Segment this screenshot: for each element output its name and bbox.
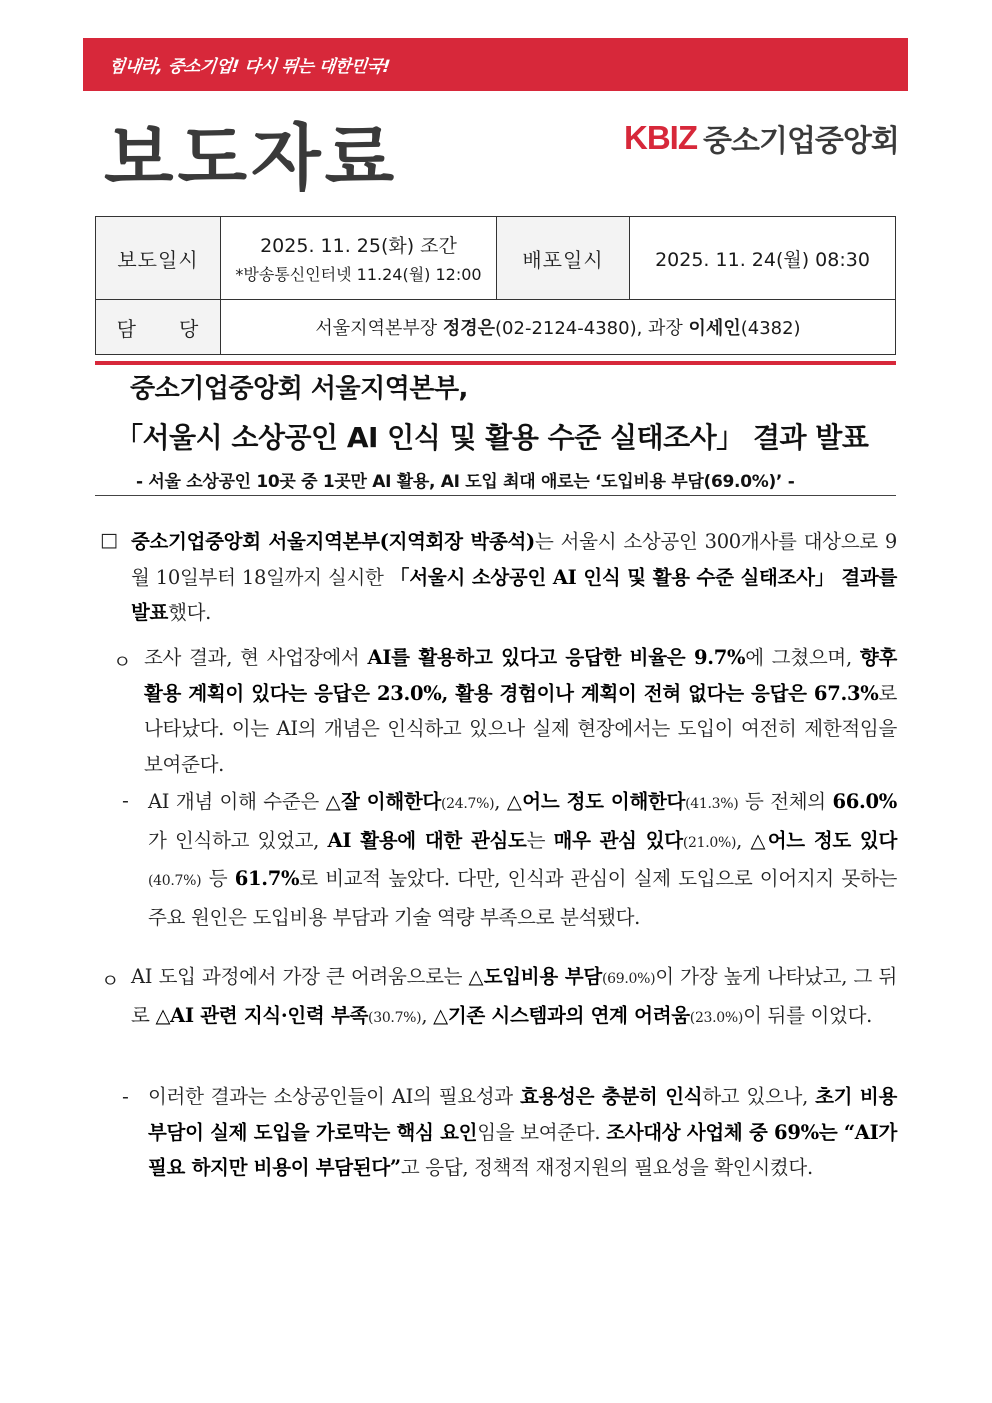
contact-role: 서울지역본부장: [315, 318, 438, 339]
headline-line-1: 중소기업중앙회 서울지역본부,: [130, 374, 468, 404]
release-date-cell: [221, 217, 497, 300]
p3-b: △잘 이해한다: [325, 790, 441, 813]
headline-line-2: 「서울시 소상공인 AI 인식 및 활용 수준 실태조사」 결과 발표: [115, 421, 869, 454]
p3-a: AI 개념 이해 수준은: [148, 790, 326, 813]
p3-r: 61.7%: [234, 867, 300, 890]
slogan-banner: [83, 38, 908, 91]
headline-divider: [95, 361, 896, 365]
p2-d: 향후 활용 계획이 있다는 응답은 23.0%, 활용 경험이나 계획이 전혀 없다는 응답은 67.3%: [144, 646, 897, 705]
p2-a: 조사 결과, 현 사업장에서: [144, 646, 368, 669]
p4-a: AI 도입 과정에서 가장 큰 어려움으로는: [131, 965, 469, 988]
p3-l: 매우 관심 있다: [553, 828, 683, 852]
p2-e: 로 나타났다. 이는 AI의 개념은 인식하고 있으나 실제 현장에서는 도입이 여전히 제한적임을 보여준다.: [144, 681, 897, 776]
logo-org-name: 중소기업중앙회: [703, 124, 899, 159]
kbiz-logo: [624, 118, 899, 158]
contact-name-2: 이세인: [688, 318, 741, 339]
p1-b: 는 서울시 소상공인 300개사를 대상으로 9월 10일부터 18일까지 실시한: [131, 530, 897, 589]
p3-o: △어느 정도 있다: [750, 828, 897, 852]
broadcast-note: *방송통신인터넷 11.24(월) 12:00: [235, 265, 482, 284]
p4-f: (30.7%): [368, 1009, 422, 1026]
p3-h: 66.0%: [832, 790, 898, 813]
p2-c: 에 그쳤으며,: [745, 646, 860, 669]
p4-g: ,: [421, 1003, 434, 1027]
headline-subtitle: - 서울 소상공인 10곳 중 1곳만 AI 활용, AI 도입 최대 애로는 ‘도입비용 부담(69.0%)’ -: [136, 472, 795, 492]
contact-name-1: 정경은: [442, 318, 496, 339]
p3-m: (21.0%): [682, 834, 737, 851]
square-bullet: □: [100, 529, 118, 551]
logo-mark: KBIZ: [624, 119, 697, 156]
p4-e: △AI 관련 지식·인력 부족: [155, 1003, 369, 1027]
contact-label: 담 당: [96, 300, 221, 355]
p4-d: 이 가장 높게 나타났고, 그 뒤로: [131, 965, 897, 1027]
p5-g: 고 응답, 정책적 재정지원의 필요성을 확인시켰다.: [400, 1156, 813, 1179]
p3-c: (24.7%): [440, 796, 495, 812]
p5-c: 하고 있으나,: [702, 1085, 816, 1108]
p3-p: (40.7%): [148, 873, 202, 889]
p3-f: (41.3%): [685, 796, 739, 812]
paragraph-1: [131, 524, 897, 631]
p1-c: 「서울시 소상공인 AI 인식 및 활용 수준 실태조사」 결과를 발표: [131, 565, 897, 624]
release-date-label: 보도일시: [96, 217, 221, 300]
p3-g: 등 전체의: [738, 790, 833, 813]
slogan-text: 힘내라, 중소기업! 다시 뛰는 대한민국!: [107, 57, 391, 77]
p3-d: ,: [494, 790, 507, 813]
p1-a: 중소기업중앙회 서울지역본부(지역회장 박종석): [131, 530, 535, 553]
circle-bullet-2: ㅇ: [101, 970, 120, 992]
p4-j: 이 뒤를 이었다.: [743, 1003, 873, 1027]
contact-phone-1: (02-2124-4380), 과장: [495, 318, 683, 339]
distribution-date: 2025. 11. 24(월) 08:30: [630, 217, 896, 300]
release-date: 2025. 11. 25(화) 조간: [260, 235, 457, 257]
contact-info: [221, 300, 896, 355]
paragraph-4: [131, 959, 897, 1036]
contact-phone-2: (4382): [740, 318, 801, 339]
p3-k: 는: [526, 828, 554, 852]
p4-h: △기존 시스템과의 연계 어려움: [433, 1003, 690, 1027]
release-info-table: [95, 216, 896, 355]
p5-f: 조사대상 사업체 중 69%는 “AI가 필요 하지만 비용이 부담된다”: [148, 1120, 897, 1179]
distribution-label: 배포일시: [497, 217, 630, 300]
p5-a: 이러한 결과는 소상공인들이 AI의 필요성과: [148, 1085, 520, 1108]
paragraph-2: [144, 640, 897, 782]
p1-d: 했다.: [168, 601, 212, 624]
p3-n: ,: [736, 828, 751, 852]
p3-q: 등: [201, 867, 235, 890]
p3-e: △어느 정도 이해한다: [506, 790, 686, 813]
p5-d: 초기 비용 부담이 실제 도입을 가로막는 핵심 요인: [148, 1085, 897, 1144]
p4-c: (69.0%): [601, 971, 656, 987]
dash-bullet-2: -: [122, 1086, 129, 1108]
p3-s: 로 비교적 높았다. 다만, 인식과 관심이 실제 도입으로 이어지지 못하는 주요 원인은 도입비용 부담과 기술 역량 부족으로 분석됐다.: [148, 867, 897, 929]
page-title: 보도자료: [104, 116, 399, 200]
p5-e: 임을 보여준다.: [477, 1120, 607, 1144]
paragraph-5: [148, 1079, 897, 1186]
p3-j: AI 활용에 대한 관심도: [327, 828, 527, 852]
circle-bullet: ㅇ: [113, 651, 132, 673]
p4-i: (23.0%): [689, 1009, 744, 1026]
dash-bullet: -: [122, 790, 129, 812]
p3-i: 가 인식하고 있었고,: [148, 828, 328, 852]
p5-b: 효용성은 충분히 인식: [519, 1085, 703, 1108]
paragraph-3: [148, 784, 897, 935]
p2-b: AI를 활용하고 있다고 응답한 비율은 9.7%: [367, 646, 746, 669]
subtitle-divider: [95, 495, 896, 496]
p4-b: △도입비용 부담: [468, 965, 602, 988]
